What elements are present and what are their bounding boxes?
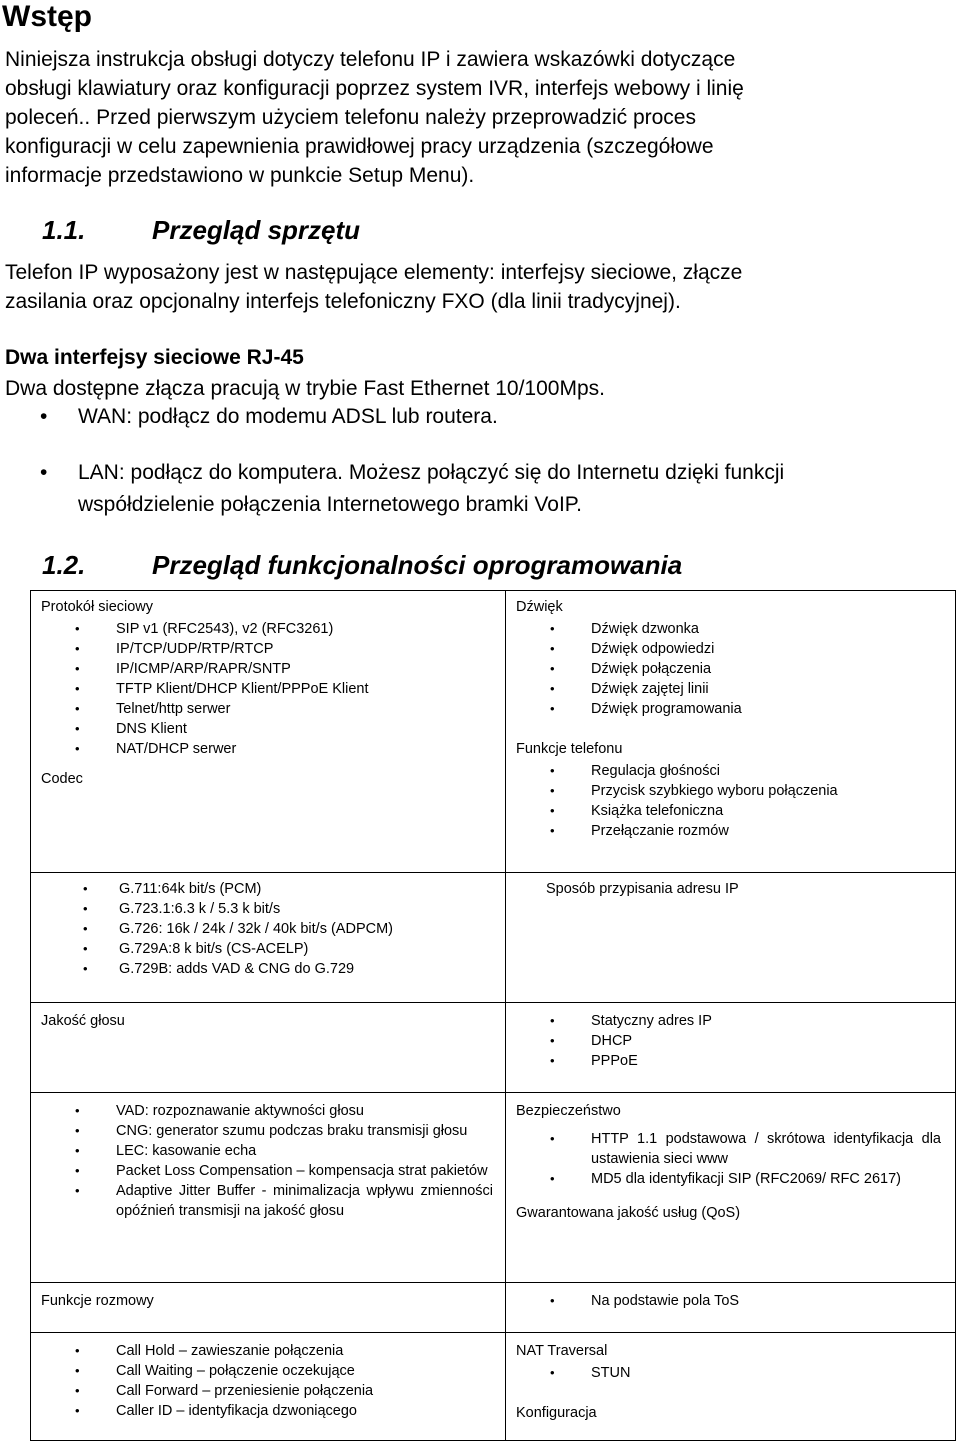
list-item: • DHCP bbox=[550, 1033, 633, 1049]
list-item: • Dźwięk połączenia bbox=[550, 661, 712, 677]
cell-nat bbox=[506, 1333, 956, 1441]
list-item-text: G.726: 16k / 24k / 32k / 40k bit/s (ADPCM) bbox=[119, 921, 393, 937]
list-item-text: Dźwięk programowania bbox=[591, 701, 742, 717]
list-item: • Przycisk szybkiego wyboru połączenia bbox=[550, 783, 838, 799]
list-item-text: Dźwięk połączenia bbox=[591, 661, 712, 677]
list-item-text: Call Hold – zawieszanie połączenia bbox=[116, 1343, 344, 1359]
cell-label: Funkcje rozmowy bbox=[41, 1293, 154, 1309]
cell-label: Sposób przypisania adresu IP bbox=[546, 881, 739, 897]
list-item: • G.726: 16k / 24k / 32k / 40k bit/s (ADPCM) bbox=[83, 921, 393, 937]
cell-ip-methods bbox=[506, 1003, 956, 1093]
list-item: • Dźwięk zajętej linii bbox=[550, 681, 709, 697]
list-item: • MD5 dla identyfikacji SIP (RFC2069/ RFC 2617) bbox=[550, 1171, 901, 1187]
features-table bbox=[30, 590, 956, 1441]
list-item: • PPPoE bbox=[550, 1053, 638, 1069]
bullet-wan bbox=[40, 401, 940, 433]
cell-ip-assignment bbox=[506, 873, 956, 1003]
list-item: • Adaptive Jitter Buffer - minimalizacja wpływu zmienności opóźnień transmisji na jakość głosu bbox=[75, 1183, 493, 1219]
list-item-text: Dźwięk odpowiedzi bbox=[591, 641, 715, 657]
list-item: • Call Waiting – połączenie oczekujące bbox=[75, 1363, 355, 1379]
list-item: • G.729A:8 k bit/s (CS-ACELP) bbox=[83, 941, 309, 957]
list-item: • TFTP Klient/DHCP Klient/PPPoE Klient bbox=[75, 681, 369, 697]
cell-qos bbox=[506, 1283, 956, 1333]
list-item-text: Regulacja głośności bbox=[591, 763, 720, 779]
cell-label: Protokół sieciowy bbox=[41, 599, 154, 615]
list-item: • VAD: rozpoznawanie aktywności głosu bbox=[75, 1103, 364, 1119]
cell-label: NAT Traversal bbox=[516, 1343, 608, 1359]
list-item: • Przełączanie rozmów bbox=[550, 823, 729, 839]
cell-voice-quality-label bbox=[31, 1003, 506, 1093]
sound-list bbox=[516, 619, 947, 719]
list-item-text: Packet Loss Compensation – kompensacja strat pakietów bbox=[116, 1163, 488, 1179]
list-item-text: Przycisk szybkiego wyboru połączenia bbox=[591, 783, 838, 799]
intro-line: Niniejsza instrukcja obsługi dotyczy telefonu IP i zawiera wskazówki dotyczące bbox=[5, 48, 736, 71]
table-row bbox=[31, 1283, 956, 1333]
intro-line: poleceń.. Przed pierwszym użyciem telefonu należy przeprowadzić proces bbox=[5, 106, 696, 129]
qos-list bbox=[516, 1291, 947, 1311]
list-item-text: TFTP Klient/DHCP Klient/PPPoE Klient bbox=[116, 681, 369, 697]
list-item-text: NAT/DHCP serwer bbox=[116, 741, 237, 757]
list-item: • Książka telefoniczna bbox=[550, 803, 724, 819]
list-item-text: G.711:64k bit/s (PCM) bbox=[119, 881, 262, 897]
intro-line: konfiguracji w celu zapewnienia prawidłowej pracy urządzenia (szczegółowe bbox=[5, 135, 714, 158]
list-item-text: Call Waiting – połączenie oczekujące bbox=[116, 1363, 355, 1379]
bullet-lan bbox=[40, 457, 940, 521]
paragraph-line: Telefon IP wyposażony jest w następujące elementy: interfejsy sieciowe, złącze bbox=[5, 261, 743, 284]
bullet-text bbox=[78, 457, 938, 521]
list-item: • Regulacja głośności bbox=[550, 763, 720, 779]
hardware-paragraph bbox=[5, 258, 955, 316]
codec-list bbox=[41, 879, 497, 979]
list-item: • Call Hold – zawieszanie połączenia bbox=[75, 1343, 344, 1359]
section-number: 1.2. bbox=[42, 550, 86, 580]
list-item: • IP/ICMP/ARP/RAPR/SNTP bbox=[75, 661, 291, 677]
cell-security bbox=[506, 1093, 956, 1283]
table-row bbox=[31, 591, 956, 873]
list-item: • LEC: kasowanie echa bbox=[75, 1143, 257, 1159]
section-title: Przegląd sprzętu bbox=[152, 215, 361, 245]
security-list bbox=[516, 1129, 947, 1189]
page-heading: Wstęp bbox=[2, 0, 92, 33]
nat-list bbox=[516, 1363, 947, 1383]
table-row bbox=[31, 873, 956, 1003]
table-row bbox=[31, 1003, 956, 1093]
list-item: • STUN bbox=[550, 1365, 631, 1381]
list-item-text: G.729A:8 k bit/s (CS-ACELP) bbox=[119, 941, 309, 957]
cell-sound bbox=[506, 591, 956, 873]
list-item-text: Na podstawie pola ToS bbox=[591, 1293, 740, 1309]
cell-label: Konfiguracja bbox=[516, 1405, 597, 1421]
bullet-text: WAN: podłącz do modemu ADSL lub routera. bbox=[78, 405, 498, 428]
list-item-text: Dźwięk dzwonka bbox=[591, 621, 699, 637]
list-item: • Packet Loss Compensation – kompensacja strat pakietów bbox=[75, 1163, 488, 1179]
list-item: • Caller ID – identyfikacja dzwoniącego bbox=[75, 1403, 357, 1419]
list-item-text: VAD: rozpoznawanie aktywności głosu bbox=[116, 1103, 364, 1119]
bullet-dot: • bbox=[40, 461, 48, 484]
list-item: • DNS Klient bbox=[75, 721, 187, 737]
list-item-text: Adaptive Jitter Buffer - minimalizacja wpływu zmienności opóźnień transmisji na jakość głosu bbox=[116, 1183, 493, 1219]
cell-label: Funkcje telefonu bbox=[516, 741, 623, 757]
list-item: • Na podstawie pola ToS bbox=[550, 1293, 740, 1309]
table-row bbox=[31, 1093, 956, 1283]
voice-quality-list bbox=[41, 1101, 497, 1221]
list-item: • HTTP 1.1 podstawowa / skrótowa identyfikacja dla ustawienia sieci www bbox=[550, 1131, 941, 1167]
cell-call-functions bbox=[31, 1333, 506, 1441]
call-functions-list bbox=[41, 1341, 497, 1421]
phone-functions-list bbox=[516, 761, 947, 841]
list-item-text: CNG: generator szumu podczas braku transmisji głosu bbox=[116, 1123, 468, 1139]
list-item-text: MD5 dla identyfikacji SIP (RFC2069/ RFC 2617) bbox=[591, 1171, 901, 1187]
intro-line: informacje przedstawiono w punkcie Setup Menu). bbox=[5, 164, 475, 187]
cell-label: Jakość głosu bbox=[41, 1013, 125, 1029]
cell-label: Gwarantowana jakość usług (QoS) bbox=[516, 1205, 741, 1221]
list-item-text: Caller ID – identyfikacja dzwoniącego bbox=[116, 1403, 357, 1419]
list-item-text: Książka telefoniczna bbox=[591, 803, 724, 819]
section-number: 1.1. bbox=[42, 215, 86, 245]
cell-call-functions-label bbox=[31, 1283, 506, 1333]
list-item-text: SIP v1 (RFC2543), v2 (RFC3261) bbox=[116, 621, 334, 637]
cell-label: Bezpieczeństwo bbox=[516, 1103, 621, 1119]
list-item-text: G.723.1:6.3 k / 5.3 k bit/s bbox=[119, 901, 281, 917]
list-item: • Statyczny adres IP bbox=[550, 1013, 712, 1029]
list-item: • SIP v1 (RFC2543), v2 (RFC3261) bbox=[75, 621, 334, 637]
list-item: • Dźwięk dzwonka bbox=[550, 621, 699, 637]
list-item: • G.729B: adds VAD & CNG do G.729 bbox=[83, 961, 355, 977]
rj45-description: Dwa dostępne złącza pracują w trybie Fast Ethernet 10/100Mps. bbox=[5, 377, 605, 400]
cell-label: Codec bbox=[41, 771, 83, 787]
list-item-text: Statyczny adres IP bbox=[591, 1013, 712, 1029]
cell-label: Dźwięk bbox=[516, 599, 563, 615]
ip-methods-list bbox=[516, 1011, 947, 1071]
table-row bbox=[31, 1333, 956, 1441]
bullet-line: współdzielenie połączenia Internetowego bramki VoIP. bbox=[78, 493, 582, 516]
bullet-dot: • bbox=[40, 405, 48, 428]
list-item: • IP/TCP/UDP/RTP/RTCP bbox=[75, 641, 274, 657]
list-item-text: PPPoE bbox=[591, 1053, 638, 1069]
list-item-text: IP/TCP/UDP/RTP/RTCP bbox=[116, 641, 274, 657]
intro-paragraph bbox=[5, 45, 955, 190]
list-item-text: LEC: kasowanie echa bbox=[116, 1143, 257, 1159]
list-item-text: Call Forward – przeniesienie połączenia bbox=[116, 1383, 374, 1399]
list-item: • Dźwięk odpowiedzi bbox=[550, 641, 715, 657]
list-item-text: IP/ICMP/ARP/RAPR/SNTP bbox=[116, 661, 291, 677]
list-item-text: G.729B: adds VAD & CNG do G.729 bbox=[119, 961, 355, 977]
cell-voice-quality bbox=[31, 1093, 506, 1283]
bullet-line: LAN: podłącz do komputera. Możesz połączyć się do Internetu dzięki funkcji bbox=[78, 461, 785, 484]
list-item: • Telnet/http serwer bbox=[75, 701, 231, 717]
list-item: • G.723.1:6.3 k / 5.3 k bit/s bbox=[83, 901, 281, 917]
section-title: Przegląd funkcjonalności oprogramowania bbox=[152, 550, 683, 580]
intro-line: obsługi klawiatury oraz konfiguracji poprzez system IVR, interfejs webowy i linię bbox=[5, 77, 744, 100]
list-item: • NAT/DHCP serwer bbox=[75, 741, 237, 757]
list-item: • Call Forward – przeniesienie połączenia bbox=[75, 1383, 374, 1399]
list-item-text: Dźwięk zajętej linii bbox=[591, 681, 709, 697]
list-item-text: HTTP 1.1 podstawowa / skrótowa identyfikacja dla ustawienia sieci www bbox=[591, 1131, 941, 1167]
list-item-text: Przełączanie rozmów bbox=[591, 823, 729, 839]
list-item-text: Telnet/http serwer bbox=[116, 701, 231, 717]
list-item: • G.711:64k bit/s (PCM) bbox=[83, 881, 262, 897]
protocol-list bbox=[41, 619, 497, 759]
list-item: • Dźwięk programowania bbox=[550, 701, 742, 717]
list-item: • CNG: generator szumu podczas braku transmisji głosu bbox=[75, 1123, 468, 1139]
list-item-text: STUN bbox=[591, 1365, 631, 1381]
paragraph-line: zasilania oraz opcjonalny interfejs telefoniczny FXO (dla linii tradycyjnej). bbox=[5, 290, 681, 313]
rj45-heading: Dwa interfejsy sieciowe RJ-45 bbox=[5, 346, 304, 369]
list-item-text: DHCP bbox=[591, 1033, 633, 1049]
list-item-text: DNS Klient bbox=[116, 721, 187, 737]
cell-codecs bbox=[31, 873, 506, 1003]
cell-protocol bbox=[31, 591, 506, 873]
